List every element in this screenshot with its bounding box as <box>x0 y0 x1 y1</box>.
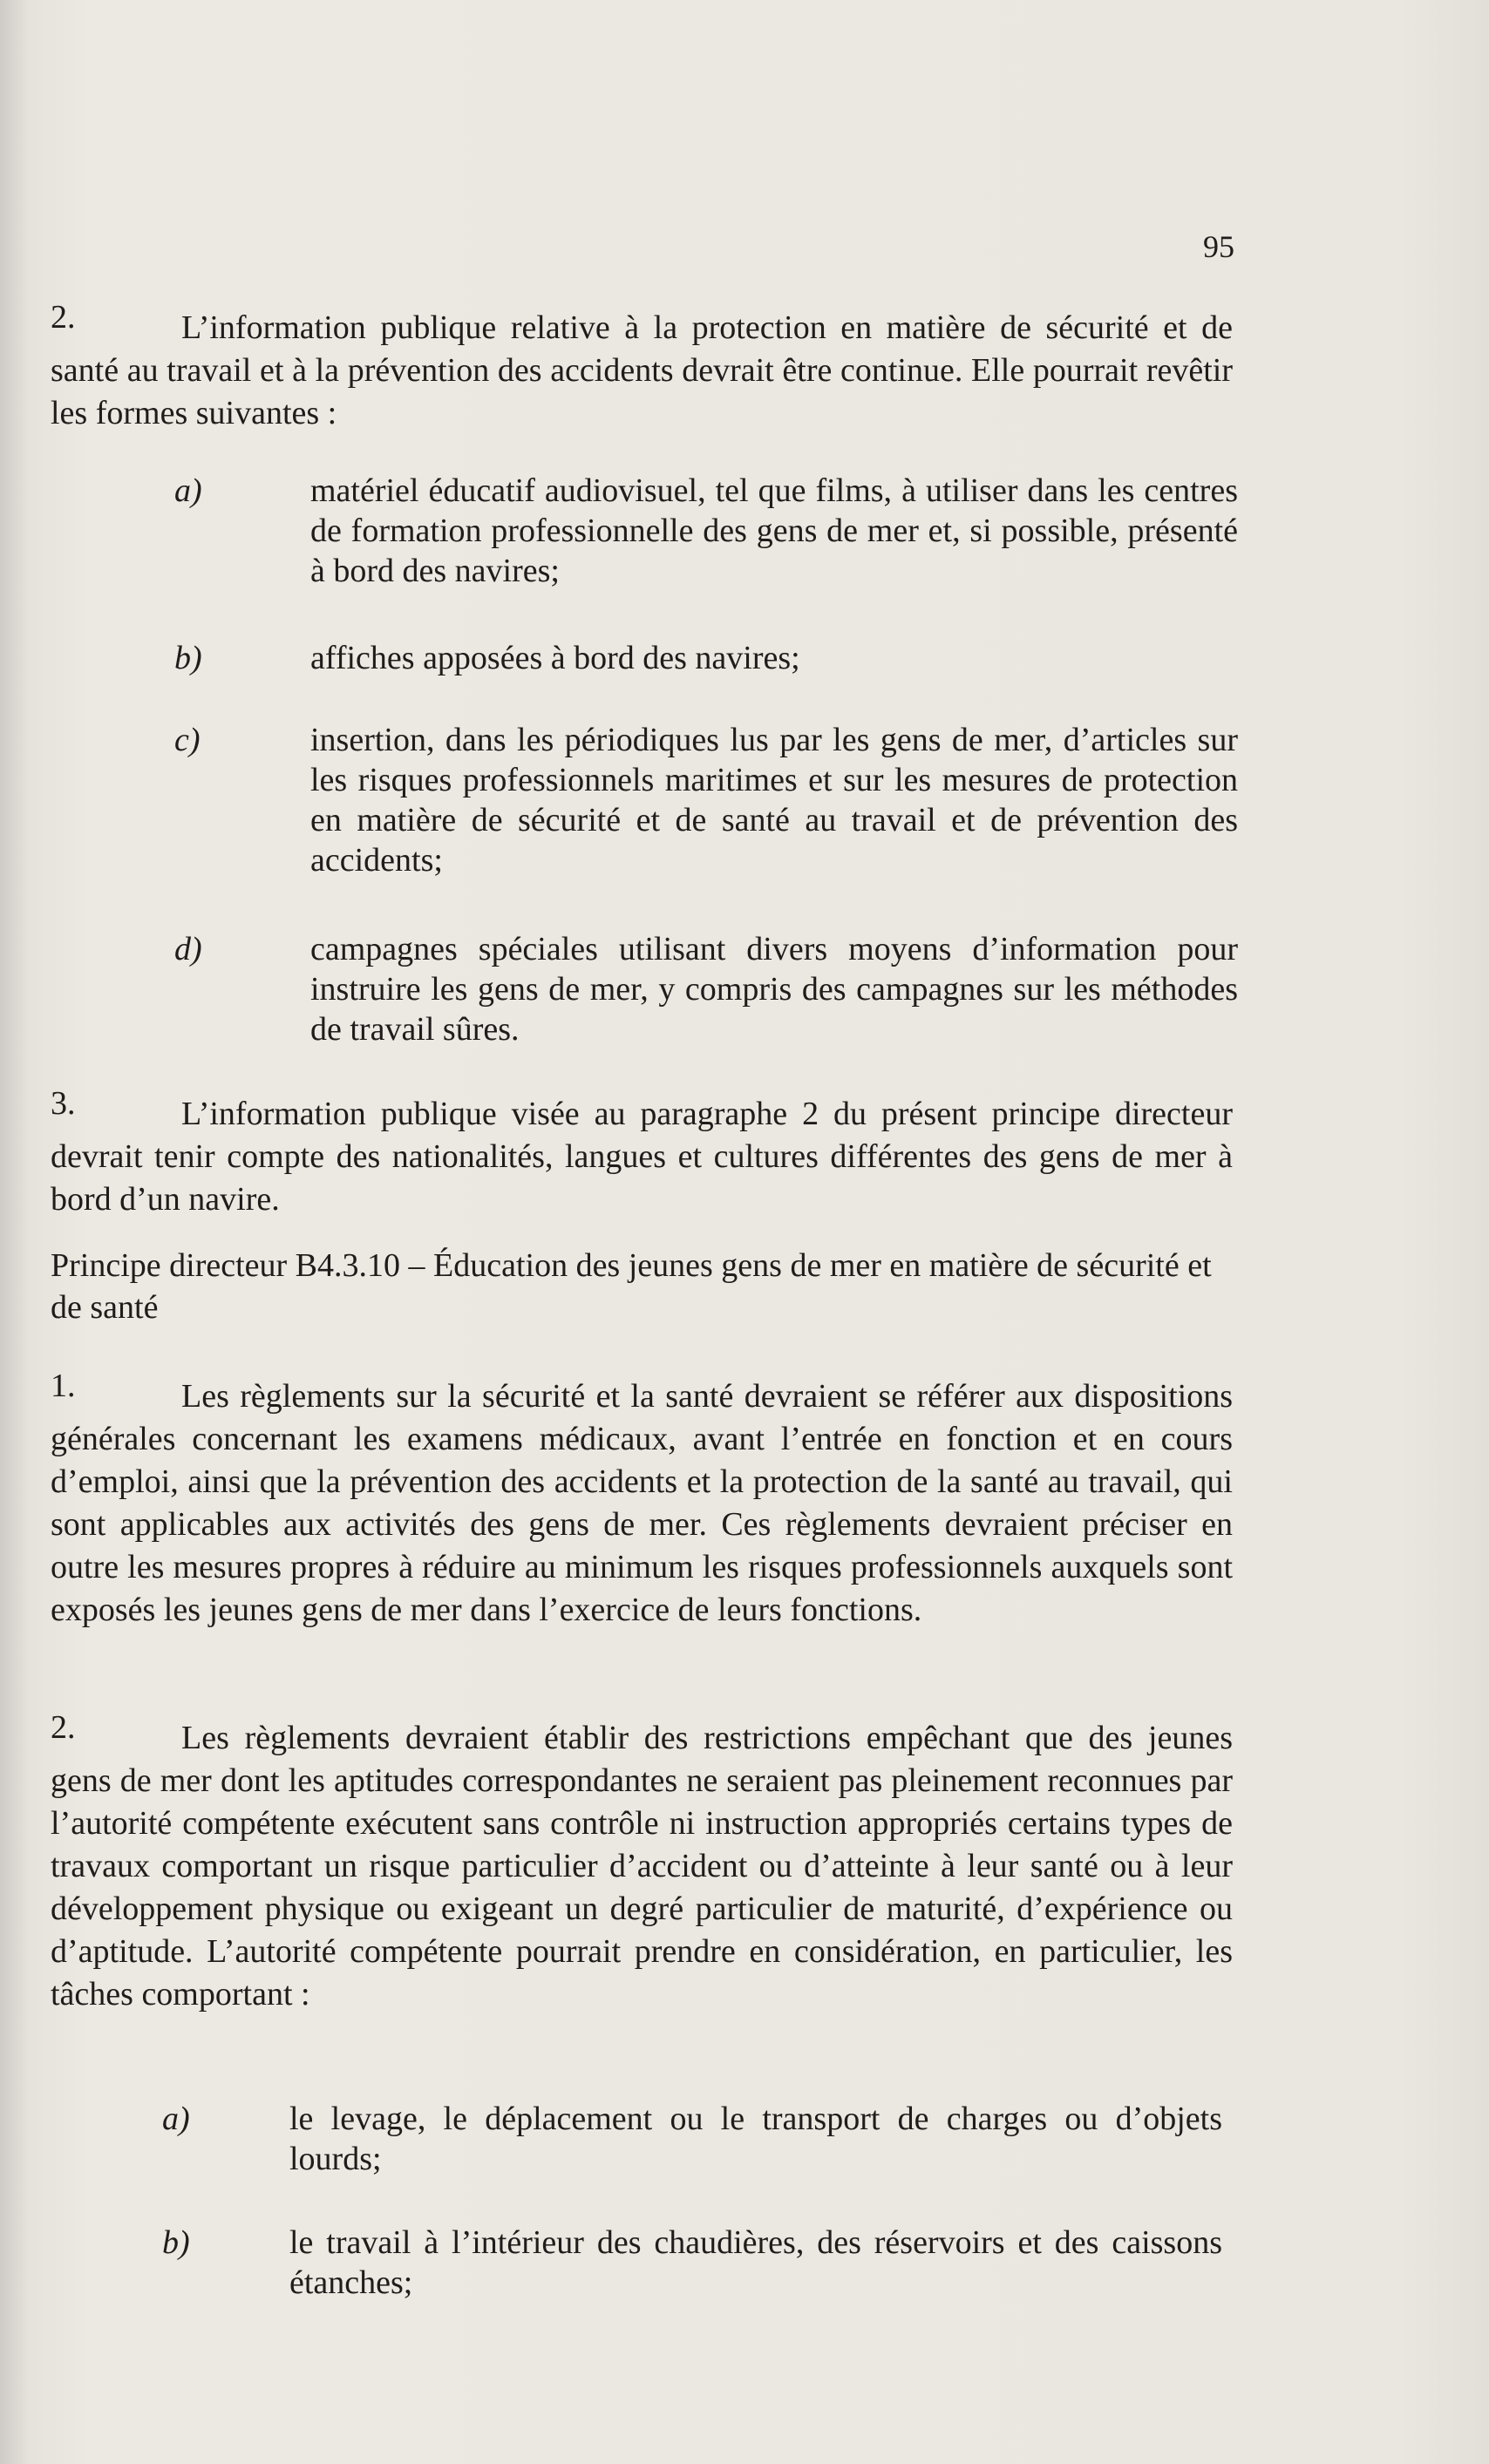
section-heading: Principe directeur B4.3.10 – Éducation des jeunes gens de mer en matière de sécurité et de santé <box>51 1247 1212 1326</box>
item-text: insertion, dans les périodiques lus par les gens de mer, d’articles sur les risques professionnels maritimes et sur les mesures de protection en matière de sécurité et de santé au travail et de prévention des accidents; <box>310 722 1238 879</box>
item-letter: c) <box>174 722 201 758</box>
item-text: le travail à l’intérieur des chaudières, des réservoirs et des caissons étanches; <box>289 2224 1222 2301</box>
page-number: 95 <box>1203 229 1234 264</box>
item-text: campagnes spéciales utilisant divers moyens d’information pour instruire les gens de mer, y compris des campagnes sur les méthodes de travail sûres. <box>310 931 1238 1048</box>
paragraph-number: 1. <box>51 1368 76 1404</box>
paragraph-text: L’information publique relative à la protection en matière de sécurité et de santé au travail et à la prévention des accidents devrait être continue. Elle pourrait revêtir les formes suivantes : <box>51 309 1233 431</box>
item-text: le levage, le déplacement ou le transport de charges ou d’objets lourds; <box>289 2101 1222 2177</box>
item-letter: b) <box>162 2224 190 2261</box>
item-letter: d) <box>174 931 202 967</box>
item-letter: b) <box>174 640 202 676</box>
paragraph-number: 3. <box>51 1085 76 1122</box>
paragraph-text: Les règlements devraient établir des restrictions empêchant que des jeunes gens de mer dont les aptitudes correspondantes ne seraient pas pleinement reconnues par l’autorité compétente exécutent sans contrôle ni instruction appropriés certains types de travaux comportant un risque particulier d’accident ou d’atteinte à leur santé ou à leur développement physique ou exigeant un degré particulier de maturité, d’expérience ou d’aptitude. L’autorité compétente pourrait prendre en considération, en particulier, les tâches comportant : <box>51 1720 1233 2013</box>
paragraph-2 <box>51 299 1233 435</box>
item-text: affiches apposées à bord des navires; <box>310 640 800 676</box>
item-letter: a) <box>162 2101 190 2137</box>
item-letter: a) <box>174 472 202 509</box>
paragraph-number: 2. <box>51 1709 76 1746</box>
paragraph-number: 2. <box>51 299 76 336</box>
paragraph-b2 <box>51 1709 1233 2016</box>
paragraph-b1 <box>51 1368 1233 1632</box>
paragraph-3 <box>51 1085 1233 1221</box>
paragraph-text: L’information publique visée au paragraphe 2 du présent principe directeur devrait tenir compte des nationalités, langues et cultures différentes des gens de mer à bord d’un navire. <box>51 1096 1233 1218</box>
paragraph-text: Les règlements sur la sécurité et la santé devraient se référer aux dispositions générales concernant les examens médicaux, avant l’entrée en fonction et en cours d’emploi, ainsi que la prévention des accidents et la protection de la santé au travail, qui sont applicables aux activités des gens de mer. Ces règlements devraient préciser en outre les mesures propres à réduire au minimum les risques professionnels auxquels sont exposés les jeunes gens de mer dans l’exercice de leurs fonctions. <box>51 1378 1233 1628</box>
item-text: matériel éducatif audiovisuel, tel que films, à utiliser dans les centres de formation professionnelle des gens de mer et, si possible, présenté à bord des navires; <box>310 472 1238 589</box>
